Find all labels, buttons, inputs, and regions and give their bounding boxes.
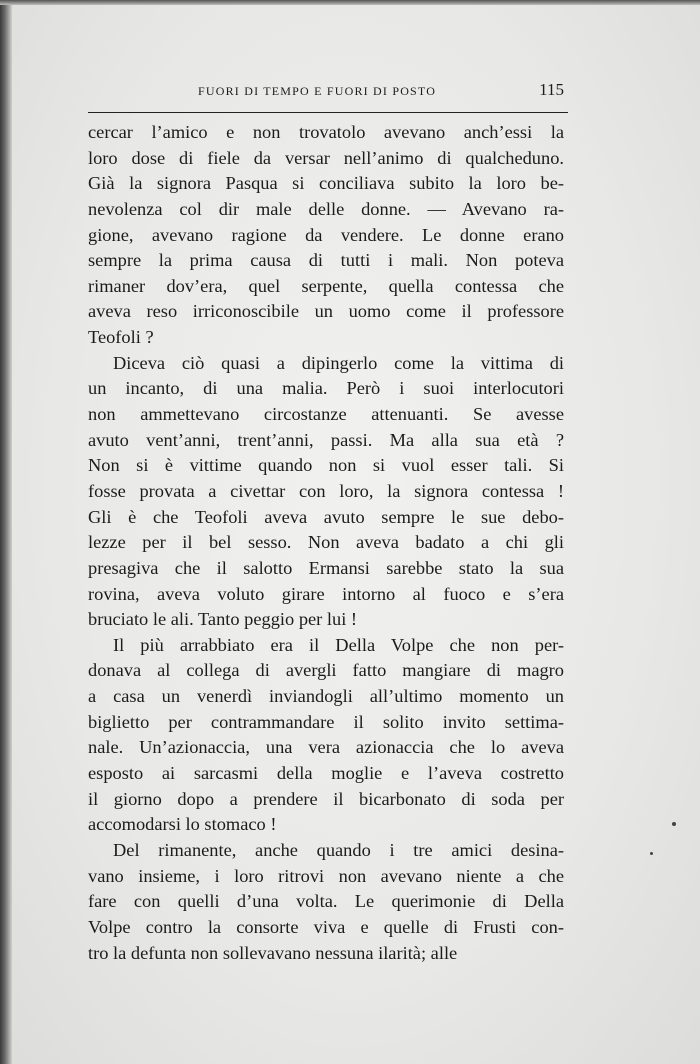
text-line: Gli è che Teofoli aveva avuto sempre le sue debo- xyxy=(88,506,564,527)
text-line: un incanto, di una malia. Però i suoi interlocutori xyxy=(88,378,564,399)
text-line: fosse provata a civettar con loro, la signora contessa ! xyxy=(88,480,564,501)
text-line: Volpe contro la consorte viva e quelle di Frusti con- xyxy=(88,916,564,937)
text-line: presagiva che il salotto Ermansi sarebbe stato la sua xyxy=(88,557,564,578)
text-line: nale. Un’azionaccia, una vera azionaccia che lo aveva xyxy=(88,737,564,758)
text-line: sempre la prima causa di tutti i mali. Non poteva xyxy=(88,250,564,271)
text-line: a casa un venerdì inviandogli all’ultimo momento un xyxy=(88,686,564,707)
text-line: cercar l’amico e non trovatolo avevano anch’essi la xyxy=(88,122,564,142)
text-line: Già la signora Pasqua si conciliava subito la loro be- xyxy=(88,173,564,194)
text-line: aveva reso irriconoscibile un uomo come il professore xyxy=(88,301,564,322)
text-line: Il più arrabbiato era il Della Volpe che non per- xyxy=(113,634,564,655)
body-text xyxy=(88,120,564,966)
text-line: accomodarsi lo stomaco ! xyxy=(88,814,277,835)
page-binding-edge xyxy=(0,0,12,1064)
text-line: biglietto per contrammandare il solito invito settima- xyxy=(88,711,564,732)
text-line: Del rimanente, anche quando i tre amici desina- xyxy=(113,839,564,860)
text-line: bruciato le ali. Tanto peggio per lui ! xyxy=(88,609,358,630)
text-line: avuto vent’anni, trent’anni, passi. Ma alla sua età ? xyxy=(88,429,564,450)
text-line: loro dose di fiele da versar nell’animo di qualcheduno. xyxy=(88,147,564,168)
text-line: rimaner dov’era, quel serpente, quella contessa che xyxy=(88,275,564,296)
page-number: 115 xyxy=(539,80,564,99)
print-speck xyxy=(650,852,653,855)
text-line: Diceva ciò quasi a dipingerlo come la vittima di xyxy=(113,352,564,373)
text-line: tro la defunta non sollevavano nessuna ilarità; alle xyxy=(88,942,458,963)
text-line: nevolenza col dir male delle donne. — Avevano ra- xyxy=(88,198,564,219)
print-speck xyxy=(672,822,676,826)
text-line: gione, avevano ragione da vendere. Le donne erano xyxy=(88,224,564,245)
text-line: Non si è vittime quando non si vuol esser tali. Si xyxy=(88,455,564,476)
text-line: esposto ai sarcasmi della moglie e l’aveva costretto xyxy=(88,763,564,784)
header-rule xyxy=(88,112,568,113)
text-line: vano insieme, i loro ritrovi non avevano niente a che xyxy=(88,865,564,886)
text-line: non ammettevano circostanze attenuanti. Se avesse xyxy=(88,404,564,425)
text-line: fare con quelli d’una volta. Le querimonie di Della xyxy=(88,891,564,912)
text-line: lezze per il bel sesso. Non aveva badato a chi gli xyxy=(88,532,564,553)
text-line: Teofoli ? xyxy=(88,327,154,348)
page-header xyxy=(88,80,568,104)
running-head: FUORI DI TEMPO E FUORI DI POSTO xyxy=(198,84,437,98)
text-line: rovina, aveva voluto girare intorno al fuoco e s’era xyxy=(88,583,564,604)
text-line: donava al collega di avergli fatto mangiare di magro xyxy=(88,660,564,681)
text-line: il giorno dopo a prendere il bicarbonato di soda per xyxy=(88,788,564,809)
page-top-edge xyxy=(0,0,700,5)
